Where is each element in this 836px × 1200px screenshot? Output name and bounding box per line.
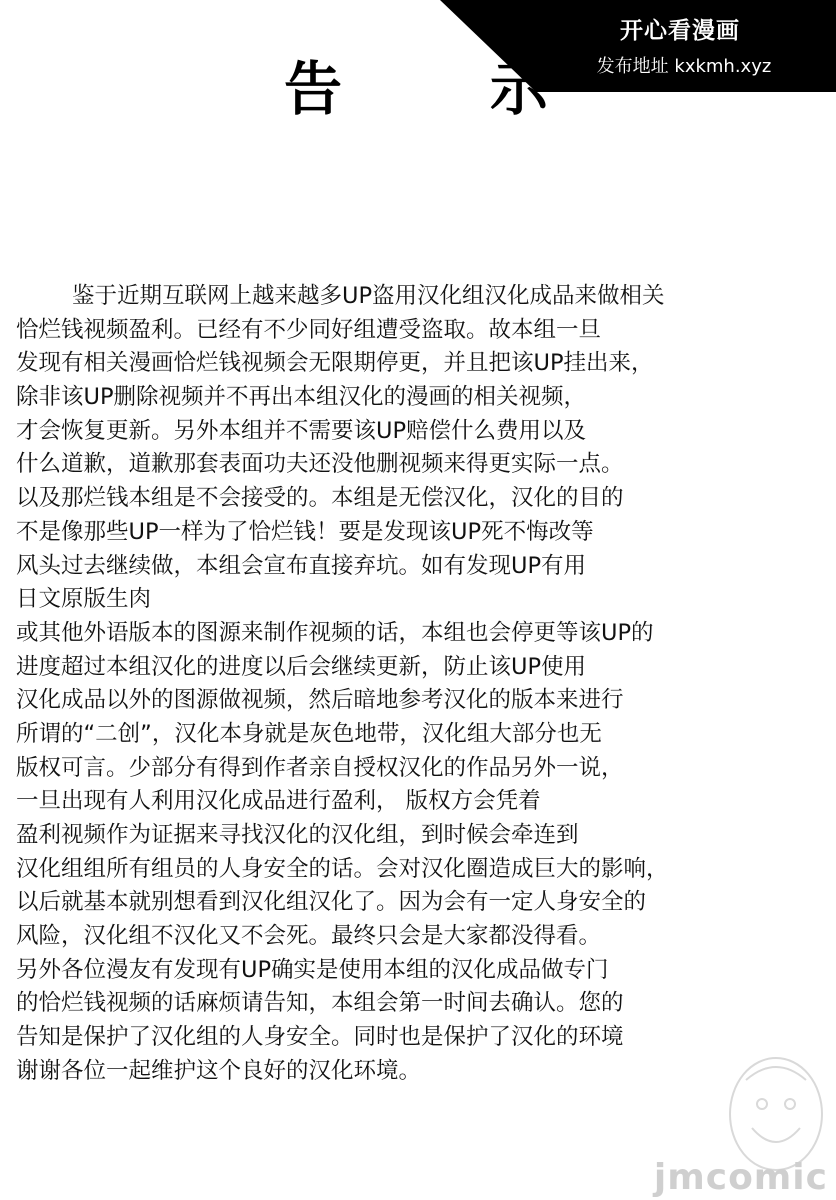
notice-line: 汉化成品以外的图源做视频，然后暗地参考汉化的版本来进行	[16, 687, 624, 714]
notice-line: 以及那烂钱本组是不会接受的。本组是无偿汉化，汉化的目的	[16, 485, 624, 512]
notice-line: 所谓的“二创”，汉化本身就是灰色地带，汉化组大部分也无	[16, 720, 602, 747]
notice-body	[16, 280, 832, 1089]
notice-line: 另外各位漫友有发现有UP确实是使用本组的汉化成品做专门	[16, 956, 609, 983]
notice-line: 或其他外语版本的图源来制作视频的话，本组也会停更等该UP的	[16, 619, 654, 646]
notice-line: 恰烂钱视频盈利。已经有不少同好组遭受盗取。故本组一旦	[16, 316, 602, 343]
notice-line: 进度超过本组汉化的进度以后会继续更新，防止该UP使用	[16, 653, 587, 680]
notice-line: 除非该UP删除视频并不再出本组汉化的漫画的相关视频，	[16, 384, 587, 411]
notice-line: 谢谢各位一起维护这个良好的汉化环境。	[16, 1057, 422, 1084]
banner-subtitle: 发布地址 kxkmh.xyz	[596, 56, 772, 77]
notice-line: 不是像那些UP一样为了恰烂钱！要是发现该UP死不悔改等	[16, 518, 594, 545]
notice-line: 鉴于近期互联网上越来越多UP盗用汉化组汉化成品来做相关	[72, 283, 665, 309]
notice-line: 以后就基本就别想看到汉化组汉化了。因为会有一定人身安全的	[16, 889, 647, 916]
notice-line: 告知是保护了汉化组的人身安全。同时也是保护了汉化的环境	[16, 1024, 624, 1051]
notice-line: 什么道歉，道歉那套表面功夫还没他删视频来得更实际一点。	[16, 451, 624, 478]
notice-line: 的恰烂钱视频的话麻烦请告知，本组会第一时间去确认。您的	[16, 990, 624, 1017]
notice-line: 盈利视频作为证据来寻找汉化的汉化组，到时候会牵连到	[16, 822, 579, 848]
notice-line: 风头过去继续做，本组会宣布直接弃坑。如有发现UP有用	[16, 552, 587, 579]
notice-line: 才会恢复更新。另外本组并不需要该UP赔偿什么费用以及	[16, 417, 587, 444]
notice-line: 日文原版生肉	[16, 586, 152, 613]
watermark-logo: jmcomic	[653, 1157, 828, 1198]
seal-watermark-icon	[722, 1036, 830, 1176]
notice-line: 发现有相关漫画恰烂钱视频会无限期停更，并且把该UP挂出来，	[16, 350, 654, 377]
notice-line: 一旦出现有人利用汉化成品进行盈利， 版权方会凭着	[16, 788, 541, 815]
page-title-char-1: 告	[284, 55, 343, 123]
banner-title: 开心看漫画	[620, 18, 740, 44]
page-title-char-2: 示	[490, 55, 549, 123]
notice-line: 风险，汉化组不汉化又不会死。最终只会是大家都没得看。	[16, 923, 602, 950]
notice-line: 汉化组组所有组员的人身安全的话。会对汉化圈造成巨大的影响，	[16, 855, 669, 882]
notice-line: 版权可言。少部分有得到作者亲自授权汉化的作品另外一说，	[16, 754, 624, 781]
